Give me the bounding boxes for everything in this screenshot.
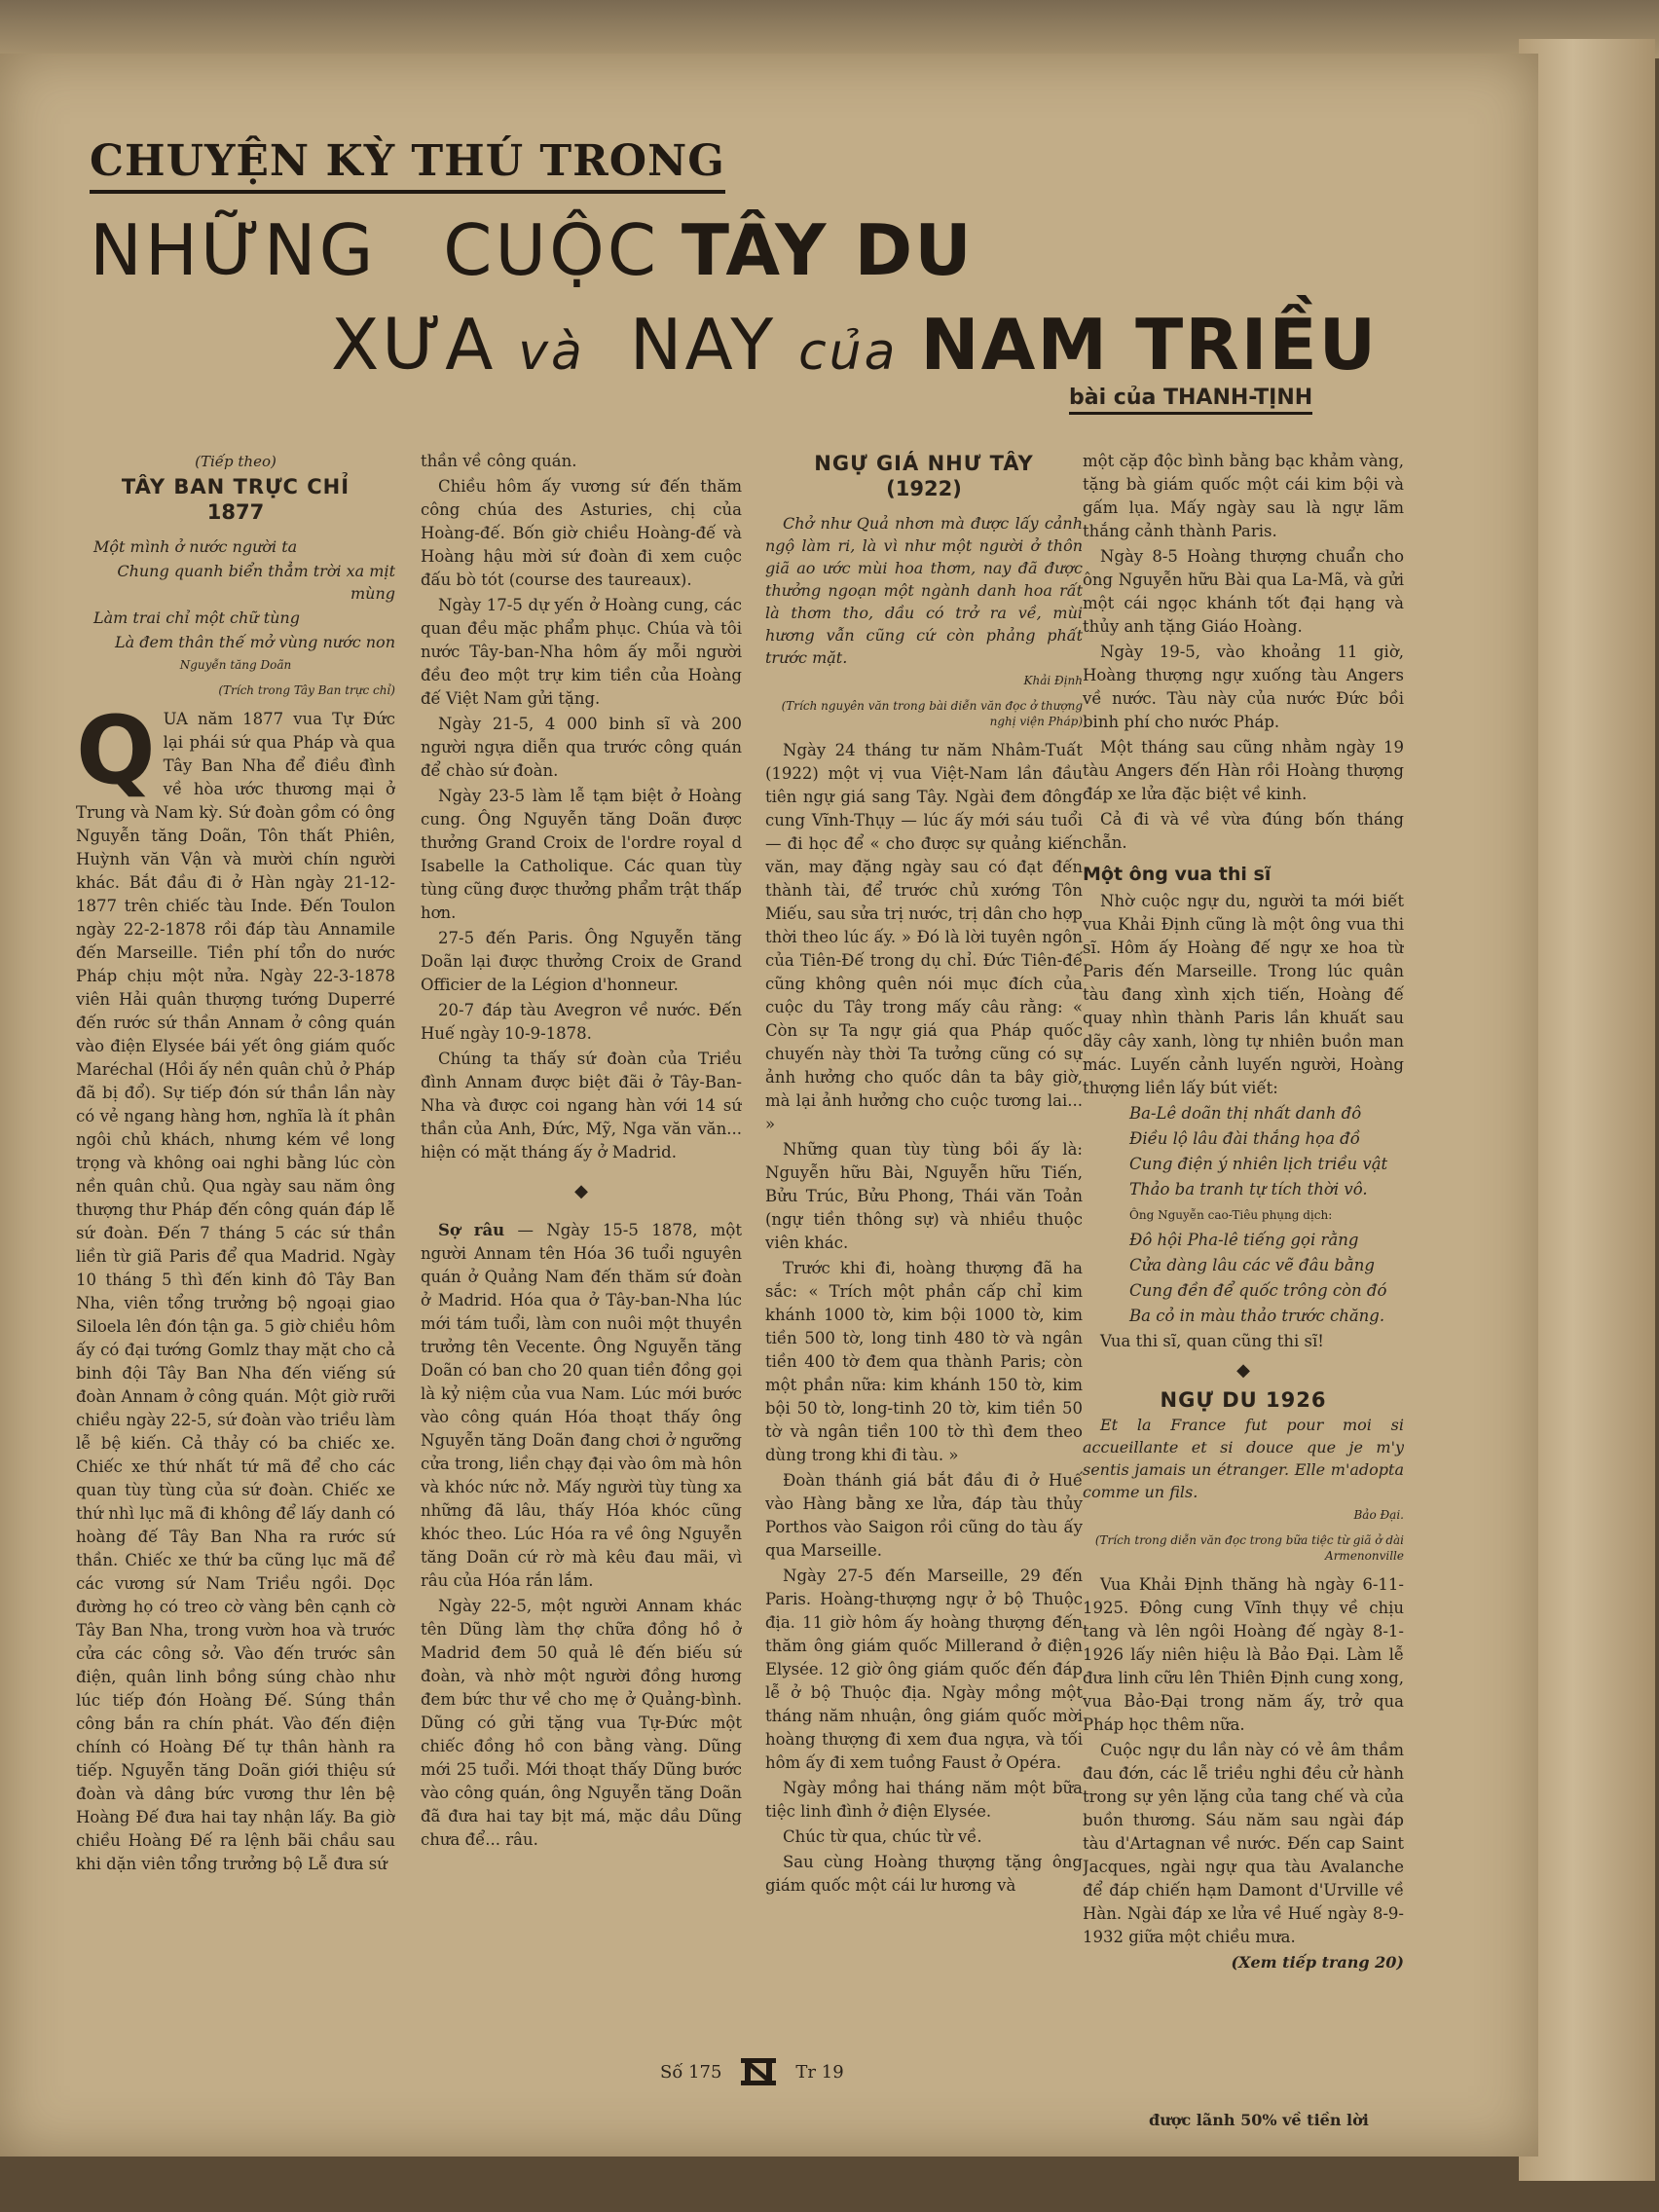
page-number: Tr 19 [795, 2061, 844, 2083]
title-word-tay-du: TÂY DU [681, 209, 974, 291]
section-heading-ngu-gia: NGỰ GIÁ NHƯ TÂY [814, 452, 1034, 475]
verse-translator: Ông Nguyễn cao-Tiêu phụng dịch: [1129, 1208, 1333, 1222]
body-paragraph: Chiều hôm ấy vương sứ đến thăm công chúa des Asturies, chị của Hoàng-đế. Bốn giờ chiều Hoàng-đế và Hoàng hậu mời sứ đoàn đi xem cuộc đấu bò tót (course des taureaux). [421, 477, 742, 589]
verse-line: Cung đền để quốc trông còn đó [1129, 1281, 1387, 1300]
page-footer [660, 2052, 844, 2091]
body-paragraph: Ngày mồng hai tháng năm một bữa tiệc linh đình ở điện Elysée. [765, 1779, 1083, 1821]
section-year-1877: 1877 [206, 500, 265, 524]
body-paragraph: 27-5 đến Paris. Ông Nguyễn tăng Doãn lại được thưởng Croix de Grand Officier de la Légion d'honneur. [421, 929, 742, 994]
poem-line: Làm trai chỉ một chữ tùng [93, 608, 300, 627]
body-paragraph: Ngày 21-5, 4 000 binh sĩ và 200 người ngựa diễn qua trước công quán để chào sứ đoàn. [421, 715, 742, 780]
column-3 [765, 450, 1083, 2037]
epigraph: Chở như Quả nhơn mà được lấy cảnh ngộ làm ri, là vì như một người ở thôn giã ao ước mùi hoa thơm, nay đã được thưởng ngoạn một ngành danh hoa rất là thơm tho, dầu có trở ra về, mùi hương vẫn cũng cứ còn phảng phất trước mặt. [765, 514, 1083, 667]
body-paragraph: Chúng ta thấy sứ đoàn của Triều đình Annam được biệt đãi ở Tây-Ban-Nha và được coi ngang hàn với 14 sứ thần của Anh, Đức, Mỹ, Nga văn văn... hiện có mặt tháng ấy ở Madrid. [421, 1050, 742, 1161]
body-paragraph: Ngày 19-5, vào khoảng 11 giờ, Hoàng thượng ngự xuống tàu Angers về nước. Tàu này của nước Đức bồi binh phí cho nước Pháp. [1083, 643, 1404, 731]
verse-line: Điều lộ lâu đài thắng họa đồ [1129, 1129, 1360, 1148]
section-divider: ◆ [574, 1181, 588, 1201]
title-word-cuoc: CUỘC [443, 209, 660, 291]
poem-line: Là đem thân thế mở vùng nước non [115, 633, 395, 651]
section-heading-ngu-du-1926: NGỰ DU 1926 [1160, 1388, 1327, 1412]
verse-line: Ba cỏ in màu thảo trước chăng. [1129, 1307, 1385, 1325]
title-word-xua: XƯA [331, 304, 497, 386]
body-paragraph [421, 1219, 742, 1593]
verse-line: Thảo ba tranh tự tích thời vô. [1129, 1180, 1368, 1198]
body-paragraph: Đoàn thánh giá bắt đầu đi ở Huế vào Hàng bằng xe lửa, đáp tàu thủy Porthos vào Saigon rồi cũng do tàu ấy qua Marseille. [765, 1471, 1083, 1560]
title-word-va: và [518, 323, 585, 382]
title-word-nam-trieu: NAM TRIỀU [920, 304, 1379, 386]
epigraph-source: (Trích trong diễn văn đọc trong bữa tiệc từ giã ở dài Armenonville [1094, 1533, 1404, 1563]
body-paragraph: Ngày 17-5 dự yến ở Hoàng cung, các quan đều mặc phẩm phục. Chúa và tôi nước Tây-ban-Nha hôm ấy mỗi người đều đeo một trự kim tiền của Hoàng đế Việt Nam gửi tặng. [421, 596, 742, 708]
article-kicker: CHUYỆN KỲ THÚ TRONG [90, 136, 725, 194]
epigraph-author: Bảo Đại. [1353, 1508, 1404, 1522]
paragraph-lead: Sợ râu [438, 1221, 505, 1239]
column-4 [1083, 450, 1404, 2037]
body-paragraph: Ngày 23-5 làm lễ tạm biệt ở Hoàng cung. Ông Nguyễn tăng Doãn được thưởng Grand Croix de l'ordre royal d Isabelle la Catholique. Các quan tùy tùng cũng được thưởng phẩm trật thấp hơn. [421, 787, 742, 922]
column-1 [76, 450, 395, 2037]
section-heading-tay-ban: TÂY BAN TRỰC CHỈ [121, 475, 350, 498]
issue-number: Số 175 [660, 2061, 722, 2083]
body-paragraph: Cả đi và về vừa đúng bốn tháng chẵn. [1083, 810, 1404, 852]
body-paragraph: Cuộc ngự du lần này có vẻ âm thầm đau đớn, các lễ triều nghi đều cử hành trong sự yên lặng của tang chế và của buồn thương. Sáu năm sau ngài đáp tàu d'Artagnan về nước. Đến cap Saint Jacques, ngài ngự qua tàu Avalanche để đáp chiến hạm Damont d'Urville về Hàn. Ngài đáp xe lửa về Huế ngày 8-9-1932 giữa một chiều mưa. [1083, 1741, 1404, 1946]
body-paragraph: Ngày 22-5, một người Annam khác tên Dũng làm thợ chữa đồng hồ ở Madrid đem 50 quả lê đến biếu sứ đoàn, và nhờ một người đồng hương đem bức thư về cho mẹ ở Quảng-bình. Dũng có gửi tặng vua Tự-Đức một chiếc đồng hồ con bằng vàng. Dũng mới 25 tuổi. Mới thoạt thấy Dũng bước vào công quán, ông Nguyễn tăng Doãn đã đưa hai tay bịt má, mặc dầu Dũng chưa để... râu. [421, 1597, 742, 1849]
poem-line: Chung quanh biển thẳm trời xa mịt mùng [117, 562, 395, 603]
verse-line: Đô hội Pha-lê tiếng gọi rằng [1129, 1231, 1359, 1249]
body-paragraph: Chúc từ qua, chúc từ về. [783, 1827, 982, 1846]
poem-line: Một mình ở nước người ta [93, 537, 298, 556]
body-paragraph: Vua Khải Định thăng hà ngày 6-11-1925. Đông cung Vĩnh thụy về chịu tang và lên ngôi Hoàng đế ngày 8-1-1926 lấy niên hiệu là Bảo Đại. Làm lễ đưa linh cữu lên Thiên Định cung xong, vua Bảo-Đại trong năm ấy, trở qua Pháp học thêm nữa. [1083, 1575, 1404, 1734]
body-paragraph: Ngày 8-5 Hoàng thượng chuẩn cho ông Nguyễn hữu Bài qua La-Mã, và gửi một cái ngọc khánh tốt đại hạng và thủy anh tặng Giáo Hoàng. [1083, 547, 1404, 636]
epigraph-source: (Trích nguyên văn trong bài diễn văn đọc ở thượng nghị viện Pháp) [781, 699, 1083, 728]
top-background [0, 0, 1659, 58]
title-word-nay: NAY [629, 304, 777, 386]
article-title-line1 [90, 209, 974, 291]
epigraph: Et la France fut pour moi si accueillante et si douce que je m'y sentis jamais un étranger. Elle m'adopta comme un fils. [1083, 1416, 1404, 1501]
epigraph-author: Khải Định [1023, 674, 1083, 687]
title-word-cua: của [798, 323, 899, 382]
title-word-nhung: NHỮNG [90, 209, 377, 291]
body-paragraph: Một tháng sau cũng nhằm ngày 19 tàu Angers đến Hàn rồi Hoàng thượng đáp xe lửa đặc biệt về kinh. [1083, 738, 1404, 803]
continued-note: (Tiếp theo) [195, 453, 276, 470]
section-year-1922: (1922) [886, 477, 962, 500]
body-paragraph [76, 696, 395, 1876]
section-divider: ◆ [1236, 1360, 1250, 1381]
drop-cap: Q [76, 696, 156, 805]
verse-line: Cung điện ý nhiên lịch triều vật [1129, 1155, 1388, 1173]
body-paragraph: một cặp độc bình bằng bạc khảm vàng, tặng bà giám quốc một cái kim bội và gấm lụa. Mấy ngày sau là ngự lãm thắng cảnh thành Paris. [1083, 452, 1404, 540]
page-stack-edge [1519, 39, 1655, 2181]
bottom-cut-text: được lãnh 50% về tiền lời [1149, 2111, 1369, 2129]
body-paragraph: Nhờ cuộc ngự du, người ta mới biết vua Khải Định cũng là một ông vua thi sĩ. Hôm ấy Hoàng đế ngự xe hoa từ Paris đến Marseille. Trong lúc quân tàu đang xình xịch tiến, Hoàng đế quay nhìn thành Paris lần khuất sau dãy cây xanh, lòng tự nhiên buồn man mác. Luyến cảnh luyến người, Hoàng thượng liền lấy bút viết: [1083, 892, 1404, 1097]
body-text: — Ngày 15-5 1878, một người Annam tên Hóa 36 tuổi nguyên quán ở Quảng Nam đến thăm sứ đoàn ở Madrid. Hóa qua ở Tây-ban-Nha lúc mới tám tuổi, làm con nuôi một thuyền trưởng tên Vecente. Ông Nguyễn tăng Doãn có ban cho 20 quan tiền đồng gọi là kỷ niệm của vua Nam. Lúc mới bước vào công quán Hóa thoạt thấy ông Nguyễn tăng Doãn đang chơi ở ngưỡng cửa trong, liền chạy đại vào ôm mà hôn và khóc nức nở. Mấy người tùy tùng xa những đã lâu, thấy Hóa khóc cũng khóc theo. Lúc Hóa ra về ông Nguyễn tăng Doãn cứ rờ mà kêu đau mãi, vì râu của Hóa rắn lắm. [421, 1221, 742, 1590]
body-paragraph: Ngày 27-5 đến Marseille, 29 đến Paris. Hoàng-thượng ngự ở bộ Thuộc địa. 11 giờ hôm ấy hoàng thượng đến thăm ông giám quốc Millerand ở điện Elysée. 12 giờ ông giám quốc đến đáp lễ ở bộ Thuộc địa. Ngày mồng một tháng năm nhuận, ông giám quốc mời hoàng thượng đi xem đua ngựa, và tối hôm ấy đi xem tuồng Faust ở Opéra. [765, 1567, 1083, 1772]
body-paragraph: 20-7 đáp tàu Avegron về nước. Đến Huế ngày 10-9-1878. [421, 1001, 742, 1043]
continued-on-page: (Xem tiếp trang 20) [1231, 1953, 1404, 1972]
poem-source: (Trích trong Tây Ban trực chỉ) [218, 683, 395, 697]
body-paragraph: Trước khi đi, hoàng thượng đã ha sắc: « Trích một phần cấp chỉ kim khánh 1000 tờ, kim bội 1000 tờ, kim tiền 500 tờ, long tinh 480 tờ và ngân tiền 400 tờ đem qua thành Paris; còn một phần nữa: kim khánh 150 tờ, kim bội 50 tờ, long-tinh 20 tờ, kim tiền 50 tờ và ngân tiền 100 tờ thì đem theo dùng trong khi đi tàu. » [765, 1259, 1083, 1464]
magazine-logo-icon [739, 2052, 778, 2091]
column-2 [421, 450, 742, 2037]
verse-line: Cửa dàng lâu các vẽ đâu bằng [1129, 1256, 1375, 1274]
body-paragraph: Những quan tùy tùng bồi ấy là: Nguyễn hữu Bài, Nguyễn hữu Tiến, Bửu Trúc, Bửu Phong, Thái văn Toản (ngự tiền thông sự) và nhiều thuộc viên khác. [765, 1140, 1083, 1252]
article-byline: bài của THANH-TỊNH [1069, 386, 1312, 415]
body-paragraph: Ngày 24 tháng tư năm Nhâm-Tuất (1922) một vị vua Việt-Nam lần đầu tiên ngự giá sang Tây. Ngài đem đông cung Vĩnh-Thụy — lúc ấy mới sáu tuổi — đi học để « cho được sự quảng kiến văn, may đặng ngày sau có đạt đến thành tài, để trước chủ xướng Tôn Miếu, sau sửa trị nước, trị dân cho hợp thời theo lúc ấy. » Đó là lời tuyên ngôn của Tiên-Đế trong dụ chỉ. Đức Tiên-đế cũng không quên nói mục đích của cuộc du Tây trong mấy câu rằng: « Còn sự Ta ngự giá qua Pháp quốc chuyến này thời Ta tưởng cũng có sự ảnh hưởng cho quốc dân ta bây giờ, mà lại ảnh hưởng cho cuộc tương lai... » [765, 741, 1083, 1133]
article-title-line2 [331, 304, 1378, 386]
body-paragraph: thần về công quán. [421, 452, 577, 470]
subheading-vua-thi-si: Một ông vua thi sĩ [1083, 864, 1272, 885]
poem-author: Nguyễn tăng Doãn [179, 658, 292, 672]
body-paragraph: Sau cùng Hoàng thượng tặng ông giám quốc một cái lư hương và [765, 1853, 1083, 1895]
body-text: UA năm 1877 vua Tự Đức lại phái sứ qua Pháp và qua Tây Ban Nha để điều đình về hòa ước thương mại ở Trung và Nam kỳ. Sứ đoàn gồm có ông Nguyễn tăng Doãn, Tôn thất Phiên, Huỳnh văn Vận và mười chín người khác. Bắt đầu đi ở Hàn ngày 21-12-1877 trên chiếc tàu Inde. Đến Toulon ngày 22-2-1878 rồi đáp tàu Annamile đến Marseille. Tiền phí tổn do nước Pháp chịu một nửa. Ngày 22-3-1878 viên Hải quân thượng tướng Duperré đến rước sứ thần Annam ở công quán vào điện Elysée bái yết ông giám quốc Maréchal (Hồi ấy nền quân chủ ở Pháp đã bị đổ). Sự tiếp đón sứ thần lần này có vẻ ngang hàng hơn, nghĩa là ít phân ngôi chủ khách, nhưng kém về long trọng và không oai nghi bằng lúc còn nền quân chủ. Qua ngày sau năm ông thượng thư Pháp đến công quán đáp lễ sứ đoàn. Đến 7 tháng 5 các sứ thần liền từ giã Paris để qua Madrid. Ngày 10 tháng 5 thì đến kinh đô Tây Ban Nha, viên tổng trưởng bộ ngoại giao Siloela lên đón tận ga. 5 giờ chiều hôm ấy có đại tướng Gomlz thay mặt cho cả binh đội Tây Ban Nha đến viếng sứ đoàn Annam ở công quán. Một giờ rưỡi chiều ngày 22-5, sứ đoàn vào triều làm lễ bệ kiến. Cả thảy có ba chiếc xe. Chiếc xe thứ nhất tứ mã để cho các quan tùy tùng của sứ đoàn. Chiếc xe thứ nhì lục mã đi không để lấy danh có hoàng đế Tây Ban Nha ra rước sứ thần. Chiếc xe thứ ba cũng lục mã để các vương sứ Nam Triều ngồi. Dọc đường họ có treo cờ vàng bên cạnh cờ Tây Ban Nha, trong vườn hoa và trước cửa các công sở. Vào đến trước sân điện, quân linh bồng súng chào như lúc tiếp đón Hoàng Đế. Súng thần công bắn ra chín phát. Vào đến điện chính có Hoàng Đế tự thân hành ra tiếp. Nguyễn tăng Doãn giới thiệu sứ đoàn và dâng bức vương thư lên bệ Hoàng Đế đưa hai tay nhận lấy. Ba giờ chiều Hoàng Đế ra lệnh bãi chầu sau khi dặn viên tổng trưởng bộ Lễ đưa sứ [76, 710, 395, 1873]
verse-line: Ba-Lê doãn thị nhất danh đô [1129, 1104, 1362, 1123]
body-paragraph: Vua thi sĩ, quan cũng thi sĩ! [1100, 1332, 1324, 1350]
